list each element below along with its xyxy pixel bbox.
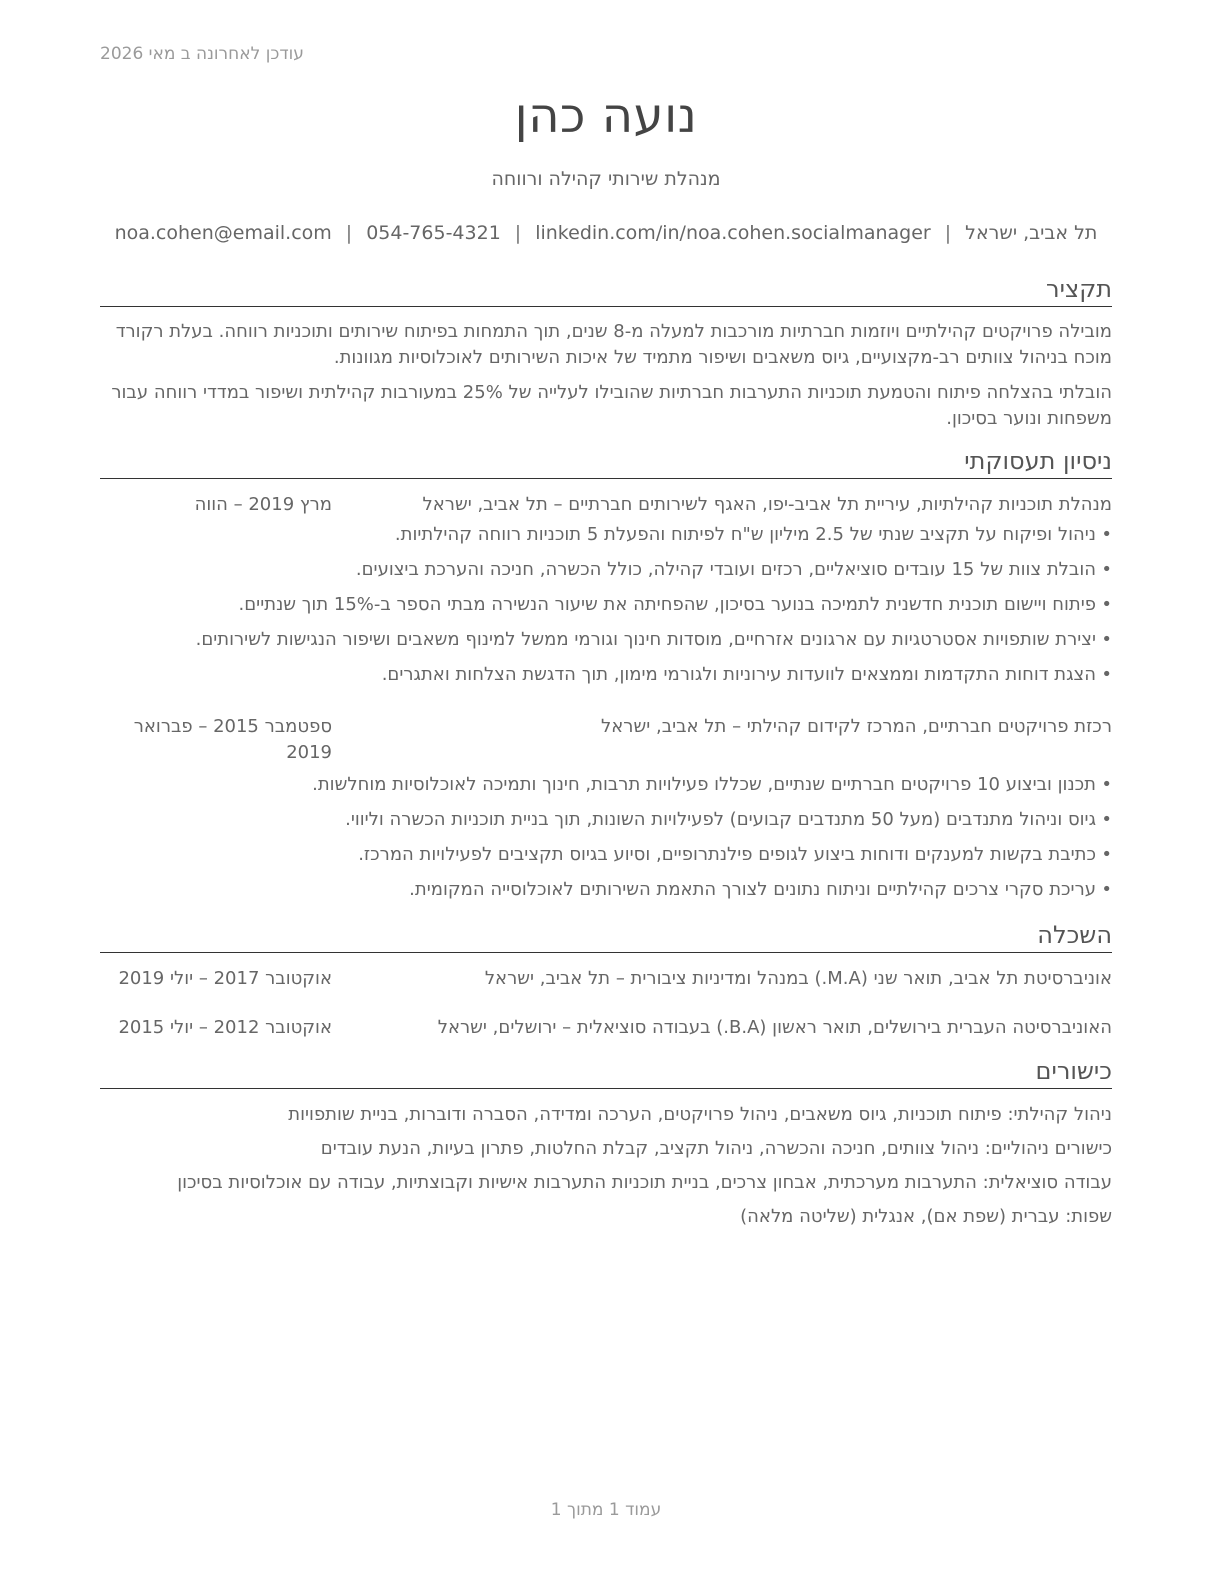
skills-line: ניהול קהילתי: פיתוח תוכניות, גיוס משאבים, ניהול פרויקטים, הערכה ומדידה, הסברה ודוברות, בניית שותפויות (288, 1104, 1112, 1125)
last-updated: עודכן לאחרונה ב מאי 2026 (100, 44, 304, 64)
candidate-title: מנהלת שירותי קהילה ורווחה (491, 168, 721, 190)
list-item: • יצירת שותפויות אסטרטגיות עם ארגונים אזרחיים, מוסדות חינוך וגורמי ממשל למינוף משאבים ושיפור הנגישות לשירותים. (100, 627, 1112, 662)
job-role: רכזת פרויקטים חברתיים, המרכז לקידום קהילתי – תל אביב, ישראל (601, 716, 1112, 737)
contact-location: תל אביב, ישראל (965, 222, 1098, 244)
skills-line: כישורים ניהוליים: ניהול צוותים, חניכה והכשרה, ניהול תקציב, קבלת החלטות, פתרון בעיות, הנעת עובדים (320, 1138, 1112, 1159)
section-heading-education: השכלה (100, 920, 1112, 953)
skills-line: עבודה סוציאלית: התערבות מערכתית, אבחון צרכים, בניית תוכניות התערבות אישיות וקבוצתיות, עבודה עם אוכלוסיות בסיכון (177, 1172, 1112, 1193)
education-degree: האוניברסיטה העברית בירושלים, תואר ראשון (B.A.) בעבודה סוציאלית – ירושלים, ישראל (437, 1017, 1112, 1038)
job-role: מנהלת תוכניות קהילתיות, עיריית תל אביב-יפו, האגף לשירותים חברתיים – תל אביב, ישראל (422, 494, 1112, 515)
list-item: • הצגת דוחות התקדמות וממצאים לוועדות עירוניות ולגורמי מימון, תוך הדגשת הצלחות ואתגרים. (100, 662, 1112, 697)
job-dates: ספטמבר 2015 – פברואר 2019 (133, 716, 332, 763)
section-heading-skills: כישורים (100, 1056, 1112, 1089)
section-heading-summary: תקציר (100, 274, 1112, 307)
contact-line (100, 222, 1112, 244)
education-dates: אוקטובר 2017 – יולי 2019 (118, 968, 332, 989)
education-dates: אוקטובר 2012 – יולי 2015 (118, 1017, 332, 1038)
job-dates: מרץ 2019 – הווה (194, 494, 332, 515)
contact-separator: | (514, 222, 522, 244)
job-bullets (100, 522, 1112, 697)
summary-paragraph: מובילה פרויקטים קהילתיים ויוזמות חברתיות מורכבות למעלה מ-8 שנים, תוך התמחות בפיתוח שירותים ותוכניות רווחה. בעלת רקורד מוכח בניהול צוותים רב-מקצועיים, גיוס משאבים ושיפור מתמיד של איכות השירותים לאוכלוסיות מגוונות. (115, 321, 1112, 368)
education-degree: אוניברסיטת תל אביב, תואר שני (M.A.) במנהל ומדיניות ציבורית – תל אביב, ישראל (484, 968, 1112, 989)
job-bullets (100, 772, 1112, 912)
skills-line: שפות: עברית (שפת אם), אנגלית (שליטה מלאה) (740, 1206, 1112, 1227)
contact-email[interactable]: noa.cohen@email.com (114, 222, 332, 244)
resume-page (100, 0, 1112, 1584)
list-item: • תכנון וביצוע 10 פרויקטים חברתיים שנתיים, שכללו פעילויות תרבות, חינוך ותמיכה לאוכלוסיות מוחלשות. (100, 772, 1112, 807)
list-item: • ניהול ופיקוח על תקציב שנתי של 2.5 מיליון ש"ח לפיתוח והפעלת 5 תוכניות רווחה קהילתיות. (100, 522, 1112, 557)
contact-separator: | (944, 222, 952, 244)
contact-separator: | (345, 222, 353, 244)
contact-phone[interactable]: 054-765-4321 (366, 222, 501, 244)
skills-list (100, 1102, 1112, 1238)
summary-paragraph: הובלתי בהצלחה פיתוח והטמעת תוכניות התערבות חברתיות שהובילו לעלייה של 25% במעורבות קהילתית ושיפור במדדי רווחה עבור משפחות ונוער בסיכון. (111, 382, 1112, 429)
page-footer: עמוד 1 מתוך 1 (550, 1500, 662, 1520)
list-item: • הובלת צוות של 15 עובדים סוציאליים, רכזים ועובדי קהילה, כולל הכשרה, חניכה והערכת ביצועים. (100, 557, 1112, 592)
candidate-name: נועה כהן (514, 88, 698, 144)
list-item: • פיתוח ויישום תוכנית חדשנית לתמיכה בנוער בסיכון, שהפחיתה את שיעור הנשירה מבתי הספר ב-15% תוך שנתיים. (100, 592, 1112, 627)
list-item: • כתיבת בקשות למענקים ודוחות ביצוע לגופים פילנתרופיים, וסיוע בגיוס תקציבים לפעילויות המרכז. (100, 842, 1112, 877)
contact-linkedin[interactable]: linkedin.com/in/noa.cohen.socialmanager (535, 222, 931, 244)
list-item: • עריכת סקרי צרכים קהילתיים וניתוח נתונים לצורך התאמת השירותים לאוכלוסייה המקומית. (100, 877, 1112, 912)
list-item: • גיוס וניהול מתנדבים (מעל 50 מתנדבים קבועים) לפעילויות השונות, תוך בניית תוכניות הכשרה וליווי. (100, 807, 1112, 842)
section-heading-experience: ניסיון תעסוקתי (100, 446, 1112, 479)
